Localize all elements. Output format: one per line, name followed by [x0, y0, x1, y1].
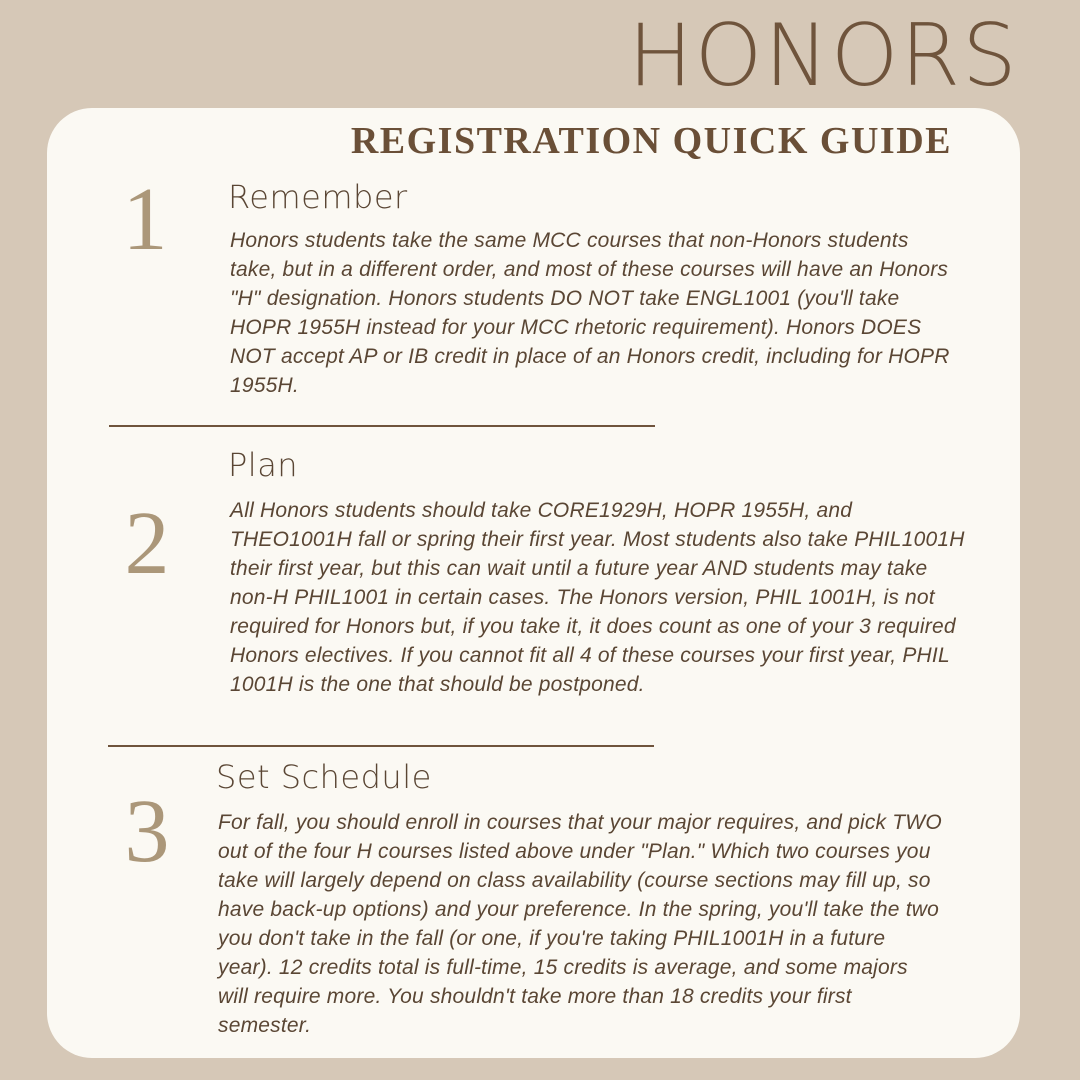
section-divider-1 — [109, 425, 655, 427]
section-heading-plan: Plan — [228, 446, 299, 484]
guide-card — [47, 108, 1020, 1058]
section-divider-2 — [108, 745, 654, 747]
section-body-set-schedule: For fall, you should enroll in courses that your major requires, and pick TWO out of the four H courses listed above under "Plan." Which two courses you take will largely depend on class availability (course sections may fill up, so have back-up options) and your preference. In the spring, you'll take the two you don't take in the fall (or one, if you're taking PHIL1001H in a future year). 12 credits total is full-time, 15 credits is average, and some majors will require more. You shouldn't take more than 18 credits your first semester. — [218, 811, 942, 1037]
step-number-2: 2 — [124, 494, 170, 593]
step-number-1: 1 — [122, 170, 168, 269]
page-title: HONORS — [628, 6, 1019, 106]
step-number-3: 3 — [124, 782, 170, 881]
section-body-remember: Honors students take the same MCC courses that non-Honors students take, but in a different order, and most of these courses will have an Honors "H" designation. Honors students DO NOT take ENGL1001 (you'll take HOPR 1955H instead for your MCC rhetoric requirement). Honors DOES NOT accept AP or IB credit in place of an Honors credit, including for HOPR 1955H. — [230, 229, 950, 397]
section-heading-remember: Remember — [228, 178, 408, 216]
section-body-plan: All Honors students should take CORE1929H, HOPR 1955H, and THEO1001H fall or spring their first year. Most students also take PHIL1001H their first year, but this can wait until a future year AND students may take non-H PHIL1001 in certain cases. The Honors version, PHIL 1001H, is not required for Honors but, if you take it, it does count as one of your 3 required Honors electives. If you cannot fit all 4 of these courses your first year, PHIL 1001H is the one that should be postponed. — [230, 499, 965, 696]
section-heading-set-schedule: Set Schedule — [216, 758, 432, 796]
guide-subtitle: REGISTRATION QUICK GUIDE — [350, 120, 952, 162]
